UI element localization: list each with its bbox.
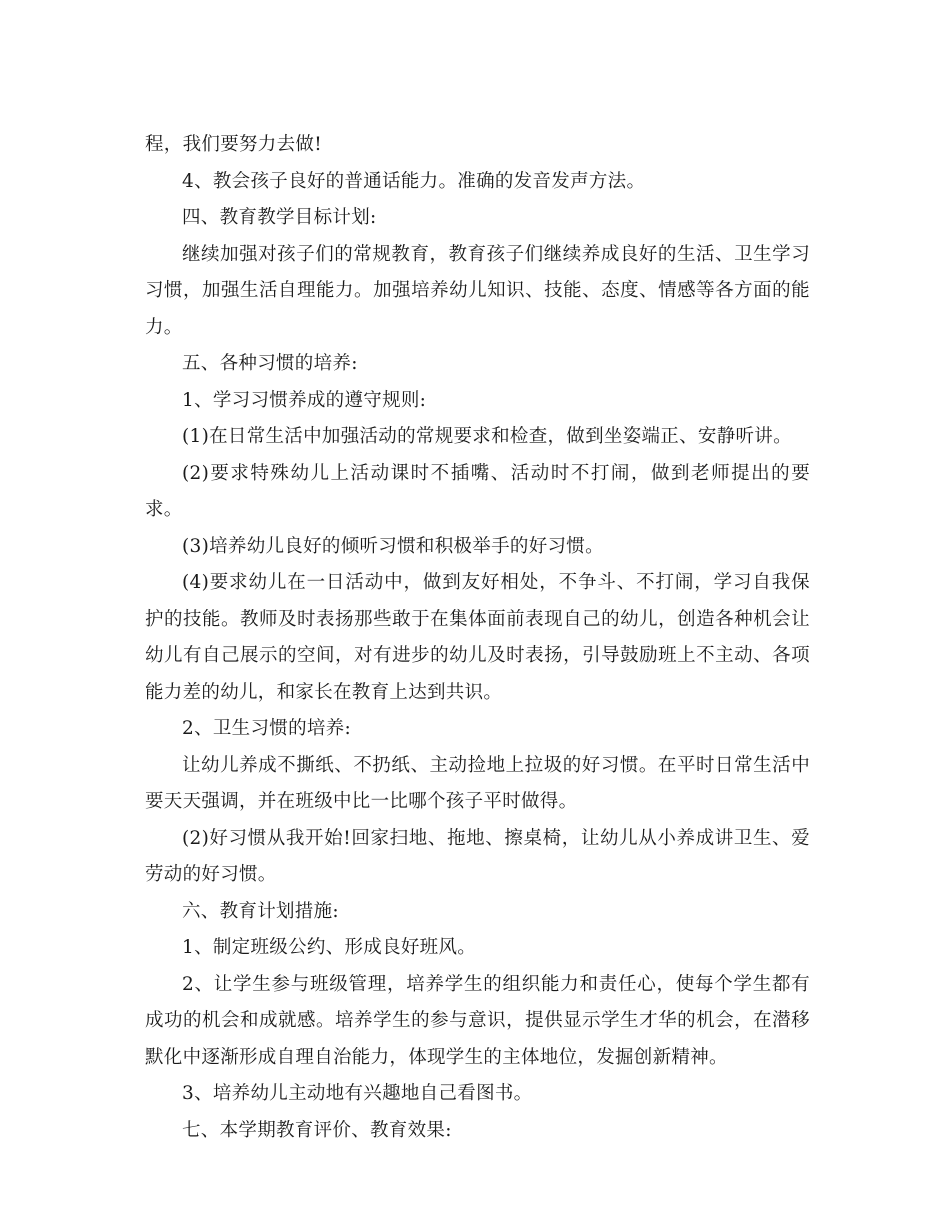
section-heading-5: 五、各种习惯的培养: bbox=[182, 353, 358, 374]
paragraph-goals: 继续加强对孩子们的常规教育，教育孩子们继续养成良好的生活、卫生学习习惯，加强生活自理能力。加强培养幼儿知识、技能、态度、情感等各方面的能力。 bbox=[145, 243, 810, 338]
paragraph-hygiene-1: 让幼儿养成不撕纸、不扔纸、主动捡地上拉圾的好习惯。在平时日常生活中要天天强调，并在班级中比一比哪个孩子平时做得。 bbox=[145, 754, 810, 812]
paragraph-continuation: 程，我们要努力去做! bbox=[145, 134, 322, 155]
section-heading-7: 七、本学期教育评价、教育效果: bbox=[182, 1119, 452, 1141]
paragraph-measure-3: 3、培养幼儿主动地有兴趣地自己看图书。 bbox=[182, 1083, 533, 1104]
subheading-hygiene-habits: 2、卫生习惯的培养: bbox=[182, 718, 352, 739]
paragraph-rule-1: (1)在日常生活中加强活动的常规要求和检查，做到坐姿端正、安静听讲。 bbox=[182, 426, 792, 447]
paragraph-rule-3: (3)培养幼儿良好的倾听习惯和积极举手的好习惯。 bbox=[182, 535, 604, 557]
section-heading-4: 四、教育教学目标计划: bbox=[182, 207, 377, 228]
subheading-study-habits: 1、学习习惯养成的遵守规则: bbox=[182, 389, 427, 411]
paragraph-measure-2: 2、让学生参与班级管理，培养学生的组织能力和责任心，使每个学生都有成功的机会和成就感。培养学生的参与意识，提供显示学生才华的机会，在潜移默化中逐渐形成自理自治能力，体现学生的主体地位，发掘创新精神。 bbox=[145, 973, 810, 1068]
paragraph-measure-1: 1、制定班级公约、形成良好班风。 bbox=[182, 937, 477, 958]
document-body bbox=[145, 127, 810, 1149]
paragraph-item-4: 4、教会孩子良好的普通话能力。准确的发音发声方法。 bbox=[182, 170, 646, 192]
paragraph-rule-2: (2)要求特殊幼儿上活动课时不插嘴、活动时不打闹，做到老师提出的要求。 bbox=[145, 462, 810, 520]
section-heading-6: 六、教育计划措施: bbox=[182, 900, 339, 922]
paragraph-hygiene-2: (2)好习惯从我开始!回家扫地、拖地、擦桌椅，让幼儿从小养成讲卫生、爱劳动的好习惯。 bbox=[145, 827, 810, 885]
paragraph-rule-4: (4)要求幼儿在一日活动中，做到友好相处，不争斗、不打闹，学习自我保护的技能。教师及时表扬那些敢于在集体面前表现自己的幼儿，创造各种机会让幼儿有自己展示的空间，对有进步的幼儿及时表扬，引导鼓励班上不主动、各项能力差的幼儿，和家长在教育上达到共识。 bbox=[145, 572, 810, 703]
